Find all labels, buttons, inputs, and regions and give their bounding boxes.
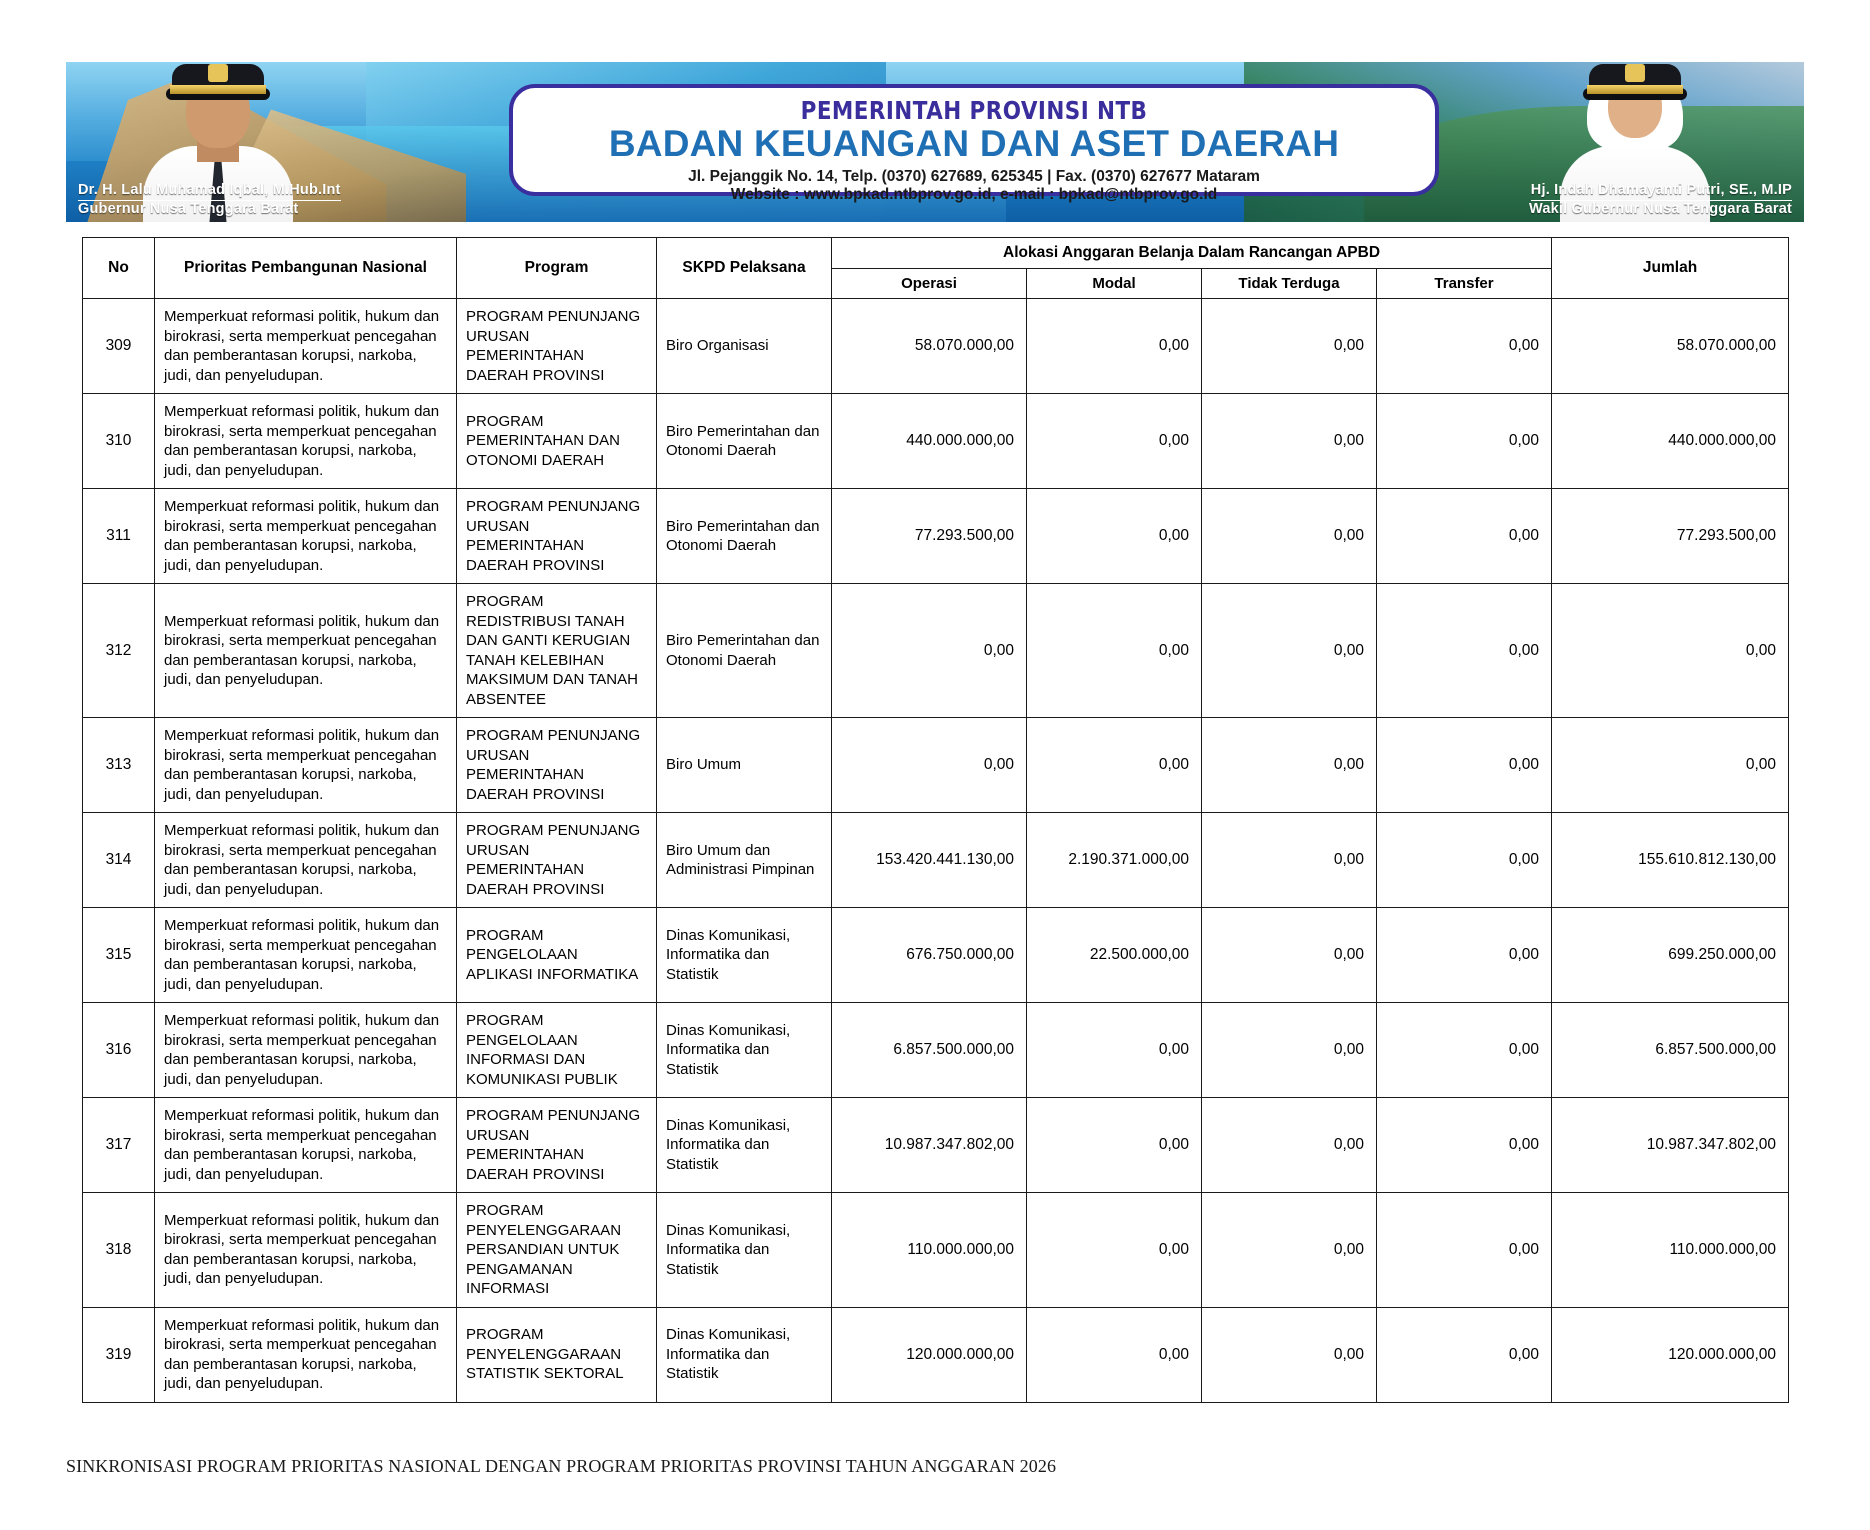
cell-modal: 22.500.000,00 — [1027, 908, 1202, 1003]
cell-skpd: Dinas Komunikasi, Informatika dan Statistik — [657, 1098, 832, 1193]
cell-operasi: 676.750.000,00 — [832, 908, 1027, 1003]
budget-table-container — [82, 237, 1788, 1403]
cell-tidak-terduga: 0,00 — [1202, 718, 1377, 813]
cell-transfer: 0,00 — [1377, 584, 1552, 718]
table-row — [83, 813, 1789, 908]
cell-operasi: 440.000.000,00 — [832, 394, 1027, 489]
col-header-alokasi-group: Alokasi Anggaran Belanja Dalam Rancangan APBD — [832, 238, 1552, 269]
cell-prioritas: Memperkuat reformasi politik, hukum dan birokrasi, serta memperkuat pencegahan dan pemberantasan korupsi, narkoba, judi, dan penyeludupan. — [155, 584, 457, 718]
agency-website-label: Website : www.bpkad.ntbprov.go.id, e-mail : bpkad@ntbprov.go.id — [730, 186, 1218, 203]
vice-governor-name: Hj. Indah Dhamayanti Putri, SE., M.IP — [1531, 182, 1792, 201]
garuda-emblem-icon-right — [1625, 64, 1645, 82]
cell-prioritas: Memperkuat reformasi politik, hukum dan birokrasi, serta memperkuat pencegahan dan pemberantasan korupsi, narkoba, judi, dan penyeludupan. — [155, 1307, 457, 1402]
cell-no: 316 — [83, 1003, 155, 1098]
cell-modal: 0,00 — [1027, 1098, 1202, 1193]
cell-prioritas: Memperkuat reformasi politik, hukum dan birokrasi, serta memperkuat pencegahan dan pemberantasan korupsi, narkoba, judi, dan penyeludupan. — [155, 1098, 457, 1193]
cell-transfer: 0,00 — [1377, 718, 1552, 813]
cell-skpd: Biro Pemerintahan dan Otonomi Daerah — [657, 584, 832, 718]
page-banner — [66, 62, 1804, 222]
province-government-label: PEMERINTAH PROVINSI NTB — [800, 96, 1148, 125]
vice-governor-hat-gold-band — [1587, 85, 1683, 94]
cell-jumlah: 0,00 — [1552, 584, 1789, 718]
cell-transfer: 0,00 — [1377, 1193, 1552, 1308]
cell-prioritas: Memperkuat reformasi politik, hukum dan birokrasi, serta memperkuat pencegahan dan pemberantasan korupsi, narkoba, judi, dan penyeludupan. — [155, 1003, 457, 1098]
cell-no: 313 — [83, 718, 155, 813]
cell-operasi: 120.000.000,00 — [832, 1307, 1027, 1402]
cell-modal: 0,00 — [1027, 584, 1202, 718]
vice-governor-title: Wakil Gubernur Nusa Tenggara Barat — [1528, 201, 1792, 217]
agency-name-label: BADAN KEUANGAN DAN ASET DAERAH — [608, 123, 1340, 164]
table-row — [83, 1307, 1789, 1402]
col-header-tidak-terduga: Tidak Terduga — [1202, 269, 1377, 299]
cell-operasi: 77.293.500,00 — [832, 489, 1027, 584]
cell-jumlah: 155.610.812.130,00 — [1552, 813, 1789, 908]
cell-jumlah: 110.000.000,00 — [1552, 1193, 1789, 1308]
col-header-operasi: Operasi — [832, 269, 1027, 299]
governor-hat-gold-band — [170, 85, 266, 94]
cell-no: 317 — [83, 1098, 155, 1193]
agency-address-label: Jl. Pejanggik No. 14, Telp. (0370) 627689, 625345 | Fax. (0370) 627677 Mataram — [688, 168, 1260, 185]
cell-jumlah: 77.293.500,00 — [1552, 489, 1789, 584]
cell-skpd: Biro Pemerintahan dan Otonomi Daerah — [657, 489, 832, 584]
cell-tidak-terduga: 0,00 — [1202, 1307, 1377, 1402]
cell-no: 315 — [83, 908, 155, 1003]
cell-prioritas: Memperkuat reformasi politik, hukum dan birokrasi, serta memperkuat pencegahan dan pemberantasan korupsi, narkoba, judi, dan penyeludupan. — [155, 718, 457, 813]
vice-governor-name-caption — [1529, 182, 1792, 218]
garuda-emblem-icon — [208, 64, 228, 82]
cell-no: 311 — [83, 489, 155, 584]
cell-transfer: 0,00 — [1377, 394, 1552, 489]
cell-skpd: Biro Organisasi — [657, 299, 832, 394]
cell-program: PROGRAM PENUNJANG URUSAN PEMERINTAHAN DAERAH PROVINSI — [457, 718, 657, 813]
cell-operasi: 0,00 — [832, 584, 1027, 718]
cell-program: PROGRAM PEMERINTAHAN DAN OTONOMI DAERAH — [457, 394, 657, 489]
table-row — [83, 394, 1789, 489]
cell-jumlah: 10.987.347.802,00 — [1552, 1098, 1789, 1193]
cell-tidak-terduga: 0,00 — [1202, 299, 1377, 394]
table-row — [83, 299, 1789, 394]
cell-prioritas: Memperkuat reformasi politik, hukum dan birokrasi, serta memperkuat pencegahan dan pemberantasan korupsi, narkoba, judi, dan penyeludupan. — [155, 908, 457, 1003]
footer-note: SINKRONISASI PROGRAM PRIORITAS NASIONAL DENGAN PROGRAM PRIORITAS PROVINSI TAHUN ANGGARAN 2026 — [66, 1456, 1057, 1476]
cell-operasi: 6.857.500.000,00 — [832, 1003, 1027, 1098]
cell-skpd: Dinas Komunikasi, Informatika dan Statistik — [657, 908, 832, 1003]
cell-tidak-terduga: 0,00 — [1202, 489, 1377, 584]
cell-modal: 0,00 — [1027, 489, 1202, 584]
budget-table — [82, 237, 1789, 1403]
cell-no: 309 — [83, 299, 155, 394]
cell-modal: 0,00 — [1027, 394, 1202, 489]
cell-tidak-terduga: 0,00 — [1202, 584, 1377, 718]
cell-modal: 0,00 — [1027, 718, 1202, 813]
cell-tidak-terduga: 0,00 — [1202, 1098, 1377, 1193]
cell-tidak-terduga: 0,00 — [1202, 1003, 1377, 1098]
cell-program: PROGRAM PENUNJANG URUSAN PEMERINTAHAN DAERAH PROVINSI — [457, 813, 657, 908]
cell-jumlah: 0,00 — [1552, 718, 1789, 813]
col-header-prioritas: Prioritas Pembangunan Nasional — [155, 238, 457, 299]
cell-program: PROGRAM PENYELENGGARAAN STATISTIK SEKTORAL — [457, 1307, 657, 1402]
cell-transfer: 0,00 — [1377, 1003, 1552, 1098]
cell-modal: 0,00 — [1027, 299, 1202, 394]
cell-operasi: 110.000.000,00 — [832, 1193, 1027, 1308]
cell-prioritas: Memperkuat reformasi politik, hukum dan birokrasi, serta memperkuat pencegahan dan pemberantasan korupsi, narkoba, judi, dan penyeludupan. — [155, 394, 457, 489]
cell-program: PROGRAM REDISTRIBUSI TANAH DAN GANTI KERUGIAN TANAH KELEBIHAN MAKSIMUM DAN TANAH ABSENTEE — [457, 584, 657, 718]
cell-skpd: Biro Umum dan Administrasi Pimpinan — [657, 813, 832, 908]
cell-program: PROGRAM PENUNJANG URUSAN PEMERINTAHAN DAERAH PROVINSI — [457, 299, 657, 394]
table-row — [83, 1193, 1789, 1308]
cell-transfer: 0,00 — [1377, 299, 1552, 394]
cell-operasi: 10.987.347.802,00 — [832, 1098, 1027, 1193]
cell-transfer: 0,00 — [1377, 908, 1552, 1003]
cell-no: 310 — [83, 394, 155, 489]
table-row — [83, 1003, 1789, 1098]
cell-operasi: 153.420.441.130,00 — [832, 813, 1027, 908]
cell-prioritas: Memperkuat reformasi politik, hukum dan birokrasi, serta memperkuat pencegahan dan pemberantasan korupsi, narkoba, judi, dan penyeludupan. — [155, 813, 457, 908]
cell-program: PROGRAM PENYELENGGARAAN PERSANDIAN UNTUK PENGAMANAN INFORMASI — [457, 1193, 657, 1308]
cell-program: PROGRAM PENUNJANG URUSAN PEMERINTAHAN DAERAH PROVINSI — [457, 489, 657, 584]
cell-skpd: Dinas Komunikasi, Informatika dan Statistik — [657, 1003, 832, 1098]
cell-jumlah: 699.250.000,00 — [1552, 908, 1789, 1003]
governor-name: Dr. H. Lalu Muhamad Iqbal, M.Hub.Int — [78, 182, 341, 201]
cell-transfer: 0,00 — [1377, 813, 1552, 908]
col-header-no: No — [83, 238, 155, 299]
cell-skpd: Dinas Komunikasi, Informatika dan Statistik — [657, 1193, 832, 1308]
cell-jumlah: 440.000.000,00 — [1552, 394, 1789, 489]
cell-modal: 0,00 — [1027, 1003, 1202, 1098]
cell-jumlah: 120.000.000,00 — [1552, 1307, 1789, 1402]
cell-modal: 2.190.371.000,00 — [1027, 813, 1202, 908]
cell-no: 314 — [83, 813, 155, 908]
cell-tidak-terduga: 0,00 — [1202, 908, 1377, 1003]
cell-modal: 0,00 — [1027, 1307, 1202, 1402]
cell-transfer: 0,00 — [1377, 1307, 1552, 1402]
governor-title: Gubernur Nusa Tenggara Barat — [78, 201, 299, 217]
cell-no: 312 — [83, 584, 155, 718]
cell-program: PROGRAM PENGELOLAAN APLIKASI INFORMATIKA — [457, 908, 657, 1003]
col-header-modal: Modal — [1027, 269, 1202, 299]
cell-tidak-terduga: 0,00 — [1202, 1193, 1377, 1308]
cell-no: 319 — [83, 1307, 155, 1402]
institution-name-plate — [509, 84, 1439, 203]
table-row — [83, 584, 1789, 718]
col-header-transfer: Transfer — [1377, 269, 1552, 299]
cell-program: PROGRAM PENGELOLAAN INFORMASI DAN KOMUNIKASI PUBLIK — [457, 1003, 657, 1098]
col-header-program: Program — [457, 238, 657, 299]
cell-operasi: 0,00 — [832, 718, 1027, 813]
cell-skpd: Dinas Komunikasi, Informatika dan Statistik — [657, 1307, 832, 1402]
cell-jumlah: 6.857.500.000,00 — [1552, 1003, 1789, 1098]
cell-no: 318 — [83, 1193, 155, 1308]
cell-prioritas: Memperkuat reformasi politik, hukum dan birokrasi, serta memperkuat pencegahan dan pemberantasan korupsi, narkoba, judi, dan penyeludupan. — [155, 299, 457, 394]
cell-skpd: Biro Pemerintahan dan Otonomi Daerah — [657, 394, 832, 489]
table-body — [83, 299, 1789, 1403]
cell-operasi: 58.070.000,00 — [832, 299, 1027, 394]
col-header-jumlah: Jumlah — [1552, 238, 1789, 299]
cell-prioritas: Memperkuat reformasi politik, hukum dan birokrasi, serta memperkuat pencegahan dan pemberantasan korupsi, narkoba, judi, dan penyeludupan. — [155, 489, 457, 584]
cell-transfer: 0,00 — [1377, 489, 1552, 584]
table-row — [83, 489, 1789, 584]
table-header — [83, 238, 1789, 299]
cell-tidak-terduga: 0,00 — [1202, 394, 1377, 489]
table-row — [83, 908, 1789, 1003]
cell-jumlah: 58.070.000,00 — [1552, 299, 1789, 394]
cell-transfer: 0,00 — [1377, 1098, 1552, 1193]
table-header-row-1 — [83, 238, 1789, 269]
table-row — [83, 1098, 1789, 1193]
cell-tidak-terduga: 0,00 — [1202, 813, 1377, 908]
cell-prioritas: Memperkuat reformasi politik, hukum dan birokrasi, serta memperkuat pencegahan dan pemberantasan korupsi, narkoba, judi, dan penyeludupan. — [155, 1193, 457, 1308]
governor-name-caption — [78, 182, 341, 218]
cell-skpd: Biro Umum — [657, 718, 832, 813]
cell-modal: 0,00 — [1027, 1193, 1202, 1308]
cell-program: PROGRAM PENUNJANG URUSAN PEMERINTAHAN DAERAH PROVINSI — [457, 1098, 657, 1193]
table-row — [83, 718, 1789, 813]
col-header-skpd: SKPD Pelaksana — [657, 238, 832, 299]
